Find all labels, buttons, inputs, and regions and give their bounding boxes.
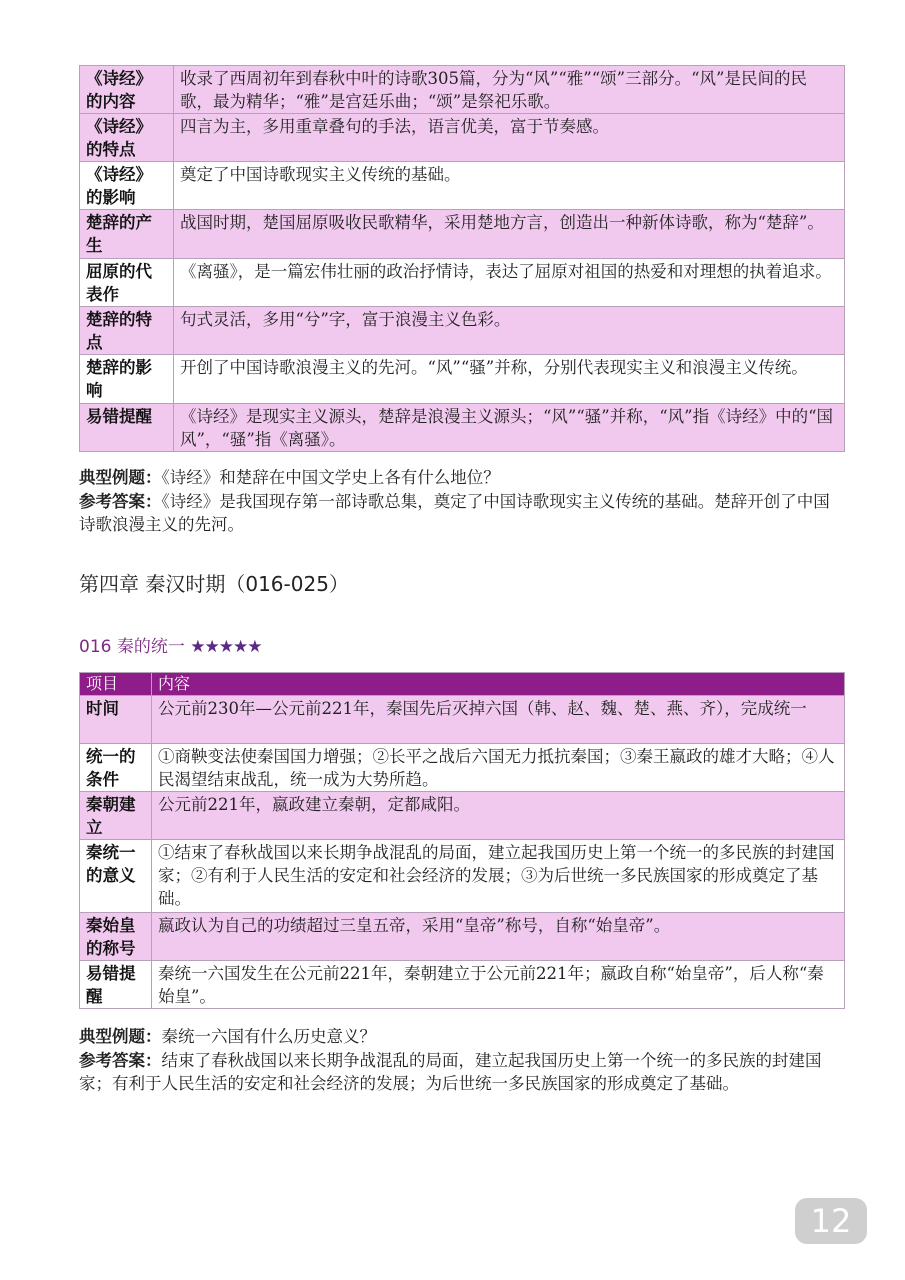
row-label: 《诗经》的特点 <box>80 114 174 162</box>
example-question-block <box>79 466 845 537</box>
row-label: 易错提醒 <box>80 961 152 1009</box>
table-row <box>80 840 845 913</box>
table-row <box>80 792 845 840</box>
table-row <box>80 696 845 744</box>
table-header-row <box>80 673 845 696</box>
row-label: 楚辞的产生 <box>80 210 174 259</box>
chapter-close: ） <box>328 572 349 596</box>
row-content: 句式灵活，多用“兮”字，富于浪漫主义色彩。 <box>174 307 845 355</box>
row-content: 开创了中国诗歌浪漫主义的先河。“风”“骚”并称，分别代表现实主义和浪漫主义传统。 <box>174 355 845 404</box>
table-row <box>80 259 845 307</box>
table-row <box>80 307 845 355</box>
table-row <box>80 913 845 961</box>
answer-text: 《诗经》是我国现存第一部诗歌总集，奠定了中国诗歌现实主义传统的基础。楚辞开创了中国诗歌浪漫主义的先河。 <box>79 491 830 534</box>
row-label: 秦朝建立 <box>80 792 152 840</box>
row-content: 战国时期，楚国屈原吸收民歌精华，采用楚地方言，创造出一种新体诗歌，称为“楚辞”。 <box>174 210 845 259</box>
row-label: 易错提醒 <box>80 404 174 452</box>
row-label: 楚辞的特点 <box>80 307 174 355</box>
row-content: ①商鞅变法使秦国国力增强；②长平之战后六国无力抵抗秦国；③秦王嬴政的雄才大略；④人民渴望结束战乱，统一成为大势所趋。 <box>152 744 845 792</box>
row-content: ①结束了春秋战国以来长期争战混乱的局面，建立起我国历史上第一个统一的多民族的封建国家；②有利于人民生活的安定和社会经济的发展；③为后世统一多民族国家的形成奠定了基础。 <box>152 840 845 913</box>
row-label: 《诗经》的影响 <box>80 162 174 210</box>
table-row <box>80 114 845 162</box>
answer-label: 参考答案： <box>79 491 162 511</box>
row-label: 《诗经》的内容 <box>80 66 174 114</box>
table-row <box>80 961 845 1009</box>
table-row <box>80 162 845 210</box>
row-content: 嬴政认为自己的功绩超过三皇五帝，采用“皇帝”称号，自称“始皇帝”。 <box>152 913 845 961</box>
row-content: 四言为主，多用重章叠句的手法，语言优美，富于节奏感。 <box>174 114 845 162</box>
row-label: 秦统一的意义 <box>80 840 152 913</box>
header-col2: 内容 <box>152 673 845 696</box>
row-content: 《诗经》是现实主义源头，楚辞是浪漫主义源头；“风”“骚”并称，“风”指《诗经》中的“国风”，“骚”指《离骚》。 <box>174 404 845 452</box>
row-content: 《离骚》，是一篇宏伟壮丽的政治抒情诗，表达了屈原对祖国的热爱和对理想的执着追求。 <box>174 259 845 307</box>
chapter-title: 第四章 秦汉时期（ <box>79 572 246 596</box>
star-rating-icon: ★★★★★ <box>190 637 262 657</box>
row-content: 收录了西周初年到春秋中叶的诗歌305篇，分为“风”“雅”“颂”三部分。“风”是民间的民歌，最为精华；“雅”是宫廷乐曲；“颂”是祭祀乐歌。 <box>174 66 845 114</box>
row-label: 楚辞的影响 <box>80 355 174 404</box>
chapter-code: 016-025 <box>245 572 329 596</box>
row-content: 奠定了中国诗歌现实主义传统的基础。 <box>174 162 845 210</box>
example-question-block <box>79 1025 845 1096</box>
answer-label: 参考答案： <box>79 1050 162 1070</box>
table-row <box>80 355 845 404</box>
qin-unification-table <box>79 672 845 1009</box>
page-number-badge: 12 <box>795 1198 867 1244</box>
row-content: 公元前221年，嬴政建立秦朝，定都咸阳。 <box>152 792 845 840</box>
chapter-heading <box>79 568 349 597</box>
row-label: 秦始皇的称号 <box>80 913 152 961</box>
question-text: 秦统一六国有什么历史意义？ <box>161 1027 376 1046</box>
question-label: 典型例题： <box>79 1027 162 1046</box>
table-row <box>80 744 845 792</box>
answer-text: 结束了春秋战国以来长期争战混乱的局面，建立起我国历史上第一个统一的多民族的封建国家；有利于人民生活的安定和社会经济的发展；为后世统一多民族国家的形成奠定了基础。 <box>79 1050 822 1093</box>
question-label: 典型例题： <box>79 468 162 487</box>
table-row <box>80 404 845 452</box>
row-label: 统一的条件 <box>80 744 152 792</box>
table-row <box>80 210 845 259</box>
row-content: 公元前230年—公元前221年，秦国先后灭掉六国（韩、赵、魏、楚、燕、齐），完成统一 <box>152 696 845 744</box>
row-label: 时间 <box>80 696 152 744</box>
table-row <box>80 66 845 114</box>
section-heading <box>79 632 261 657</box>
shijing-chuci-table <box>79 65 845 452</box>
question-text: 《诗经》和楚辞在中国文学史上各有什么地位？ <box>161 468 500 487</box>
section-title: 016 秦的统一 <box>79 637 191 657</box>
row-label: 屈原的代表作 <box>80 259 174 307</box>
row-content: 秦统一六国发生在公元前221年，秦朝建立于公元前221年；嬴政自称“始皇帝”，后人称“秦始皇”。 <box>152 961 845 1009</box>
header-col1: 项目 <box>80 673 152 696</box>
